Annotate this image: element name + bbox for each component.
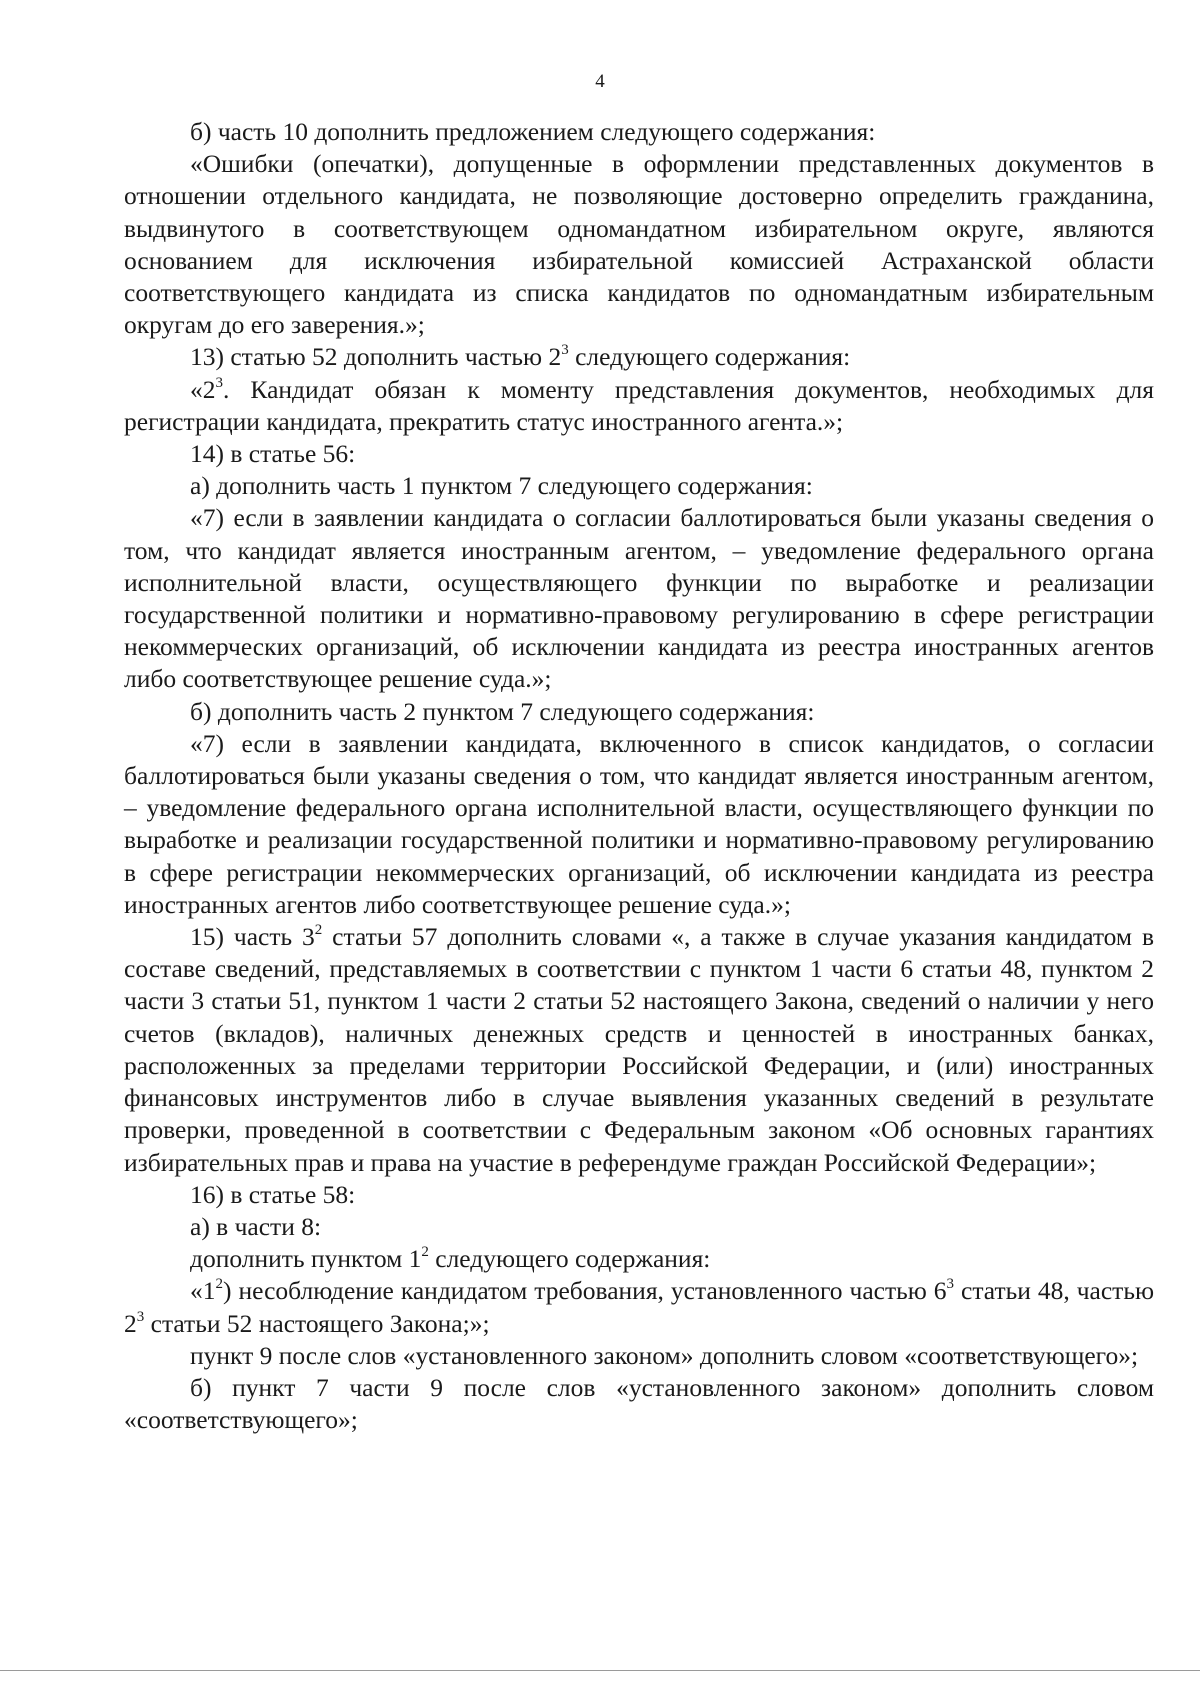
superscript: 2 (421, 1244, 429, 1261)
superscript: 3 (946, 1276, 955, 1293)
paragraph (124, 470, 1154, 502)
paragraph-text: пункт 9 после слов «установленного законом» дополнить словом «соответствующего»; (190, 1340, 1139, 1370)
paragraph (124, 438, 1154, 470)
superscript: 3 (215, 374, 223, 391)
paragraph (124, 148, 1154, 341)
paragraph (124, 728, 1154, 921)
paragraph-text: 13) статью 52 дополнить частью 2 (190, 342, 562, 372)
paragraph (124, 116, 1154, 148)
paragraph-text: следующего содержания: (568, 342, 851, 372)
paragraph-text: следующего содержания: (428, 1244, 711, 1274)
paragraph (124, 374, 1154, 438)
paragraph-text: 16) в статье 58: (190, 1179, 356, 1209)
paragraph-text: б) пункт 7 части 9 после слов «установленного законом» дополнить словом «соответствующего»; (124, 1372, 1154, 1435)
paragraph-text: а) в части 8: (190, 1211, 322, 1241)
page-number: 4 (595, 71, 605, 92)
paragraph-text: ) несоблюдение кандидатом требования, установленного частью 6 (223, 1276, 947, 1306)
paragraph (124, 1179, 1154, 1211)
paragraph (124, 921, 1154, 1179)
paragraph-text: . Кандидат обязан к моменту представления документов, необходимых для регистрации кандидата, прекратить статус иностранного агента.»; (124, 374, 1154, 436)
paragraph-text: б) дополнить часть 2 пунктом 7 следующего содержания: (190, 696, 815, 726)
paragraph (124, 1211, 1154, 1243)
paragraph-text: а) дополнить часть 1 пунктом 7 следующего содержания: (190, 471, 813, 501)
paragraph-text: «Ошибки (опечатки), допущенные в оформлении представленных документов в отношении отдельного кандидата, не позволяющие достоверно определить гражданина, выдвинутого в соответствующем одномандатном избирательном округе, являются основанием для исключения избирательной комиссией Астраханской области соответствующего кандидата из списка кандидатов по одномандатным избирательным округам до его заверения.»; (124, 149, 1154, 340)
superscript: 3 (561, 342, 569, 359)
superscript: 2 (215, 1276, 223, 1293)
paragraph (124, 1275, 1154, 1339)
paragraph-text: 14) в статье 56: (190, 439, 356, 469)
paragraph-text: дополнить пунктом 1 (190, 1244, 422, 1274)
paragraph-text: «7) если в заявлении кандидата, включенного в список кандидатов, о согласии баллотироваться были указаны сведения о том, что кандидат является иностранным агентом, – уведомление федерального органа исполнительной власти, осуществляющего функции по выработке и реализации государственной политики и нормативно-правовому регулированию в сфере регистрации некоммерческих организаций, об исключении кандидата из реестра иностранных агентов либо соответствующее решение суда.»; (124, 728, 1154, 919)
paragraph (124, 1243, 1154, 1275)
paragraph (124, 696, 1154, 728)
paragraph (124, 1372, 1154, 1436)
paragraph-text: «2 (190, 374, 216, 404)
paragraph (124, 1340, 1154, 1372)
page-bottom-rule (0, 1670, 1200, 1671)
paragraph-text: статьи 52 настоящего Закона;»; (144, 1308, 490, 1338)
paragraph-text: «7) если в заявлении кандидата о согласии баллотироваться были указаны сведения о том, что кандидат является иностранным агентом, – уведомление федерального органа исполнительной власти, осуществляющего функции по выработке и реализации государственной политики и нормативно-правовому регулированию в сфере регистрации некоммерческих организаций, об исключении кандидата из реестра иностранных агентов либо соответствующее решение суда.»; (124, 503, 1154, 694)
paragraph-text: «1 (190, 1276, 216, 1306)
superscript: 3 (136, 1308, 145, 1325)
paragraph-text: статьи 48, частью 2 (124, 1276, 1154, 1338)
paragraph (124, 341, 1154, 373)
paragraph-text: б) часть 10 дополнить предложением следующего содержания: (190, 117, 876, 146)
paragraph-text: статьи 57 дополнить словами «, а также в случае указания кандидатом в составе сведений, представляемых в соответствии с пунктом 1 части 6 статьи 48, пунктом 2 части 3 статьи 51, пунктом 1 части 2 статьи 52 настоящего Закона, сведений о наличии у него счетов (вкладов), наличных денежных средств и ценностей в иностранных банках, расположенных за пределами территории Российской Федерации, и (или) иностранных финансовых инструментов либо в случае выявления указанных сведений в результате проверки, проведенной в соответствии с Федеральным законом «Об основных гарантиях избирательных прав и права на участие в референдуме граждан Российской Федерации»; (124, 922, 1155, 1177)
paragraph (124, 502, 1154, 695)
document-body (124, 116, 1154, 1436)
paragraph-text: 15) часть 3 (190, 922, 315, 952)
superscript: 2 (314, 922, 323, 939)
